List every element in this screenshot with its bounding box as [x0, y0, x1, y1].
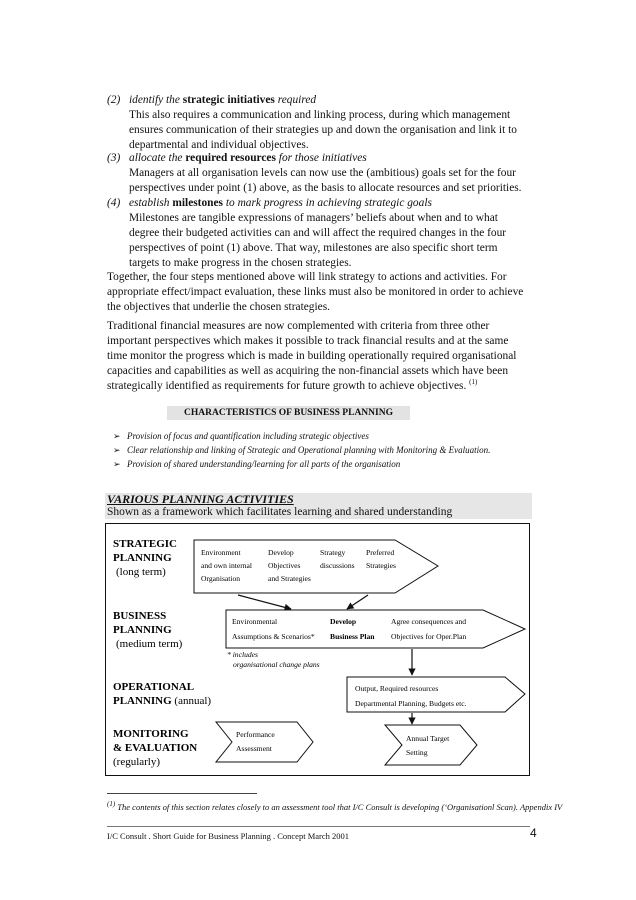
list-item: ➢ Clear relationship and linking of Strategic and Operational planning with Monitoring & Evaluation. — [113, 445, 491, 456]
svg-text:Objectives: Objectives — [268, 561, 301, 570]
svg-text:discussions: discussions — [320, 561, 355, 570]
svg-text:Performance: Performance — [236, 730, 275, 739]
footnote-divider — [107, 793, 257, 794]
step-body: Milestones are tangible expressions of managers’ beliefs about when and to what degree their budgeted activities can and will affect the required changes in the four perspectives of point (1) above. That way, milestones are also specific short term targets to make progress in the chosen strategies. — [129, 212, 507, 269]
svg-text:Agree consequences and: Agree consequences and — [391, 617, 467, 626]
list-item: ➢ Provision of shared understanding/learning for all parts of the organisation — [113, 459, 401, 470]
svg-text:Business Plan: Business Plan — [330, 632, 375, 641]
activities-subtitle: Shown as a framework which facilitates learning and shared understanding — [107, 506, 453, 518]
footnote: $^{(1)}$ The contents of this section relates closely to an assessment tool that I/C Consult is developing (‘Organisationl Scan). Appendix IV — [107, 800, 563, 812]
arrowhead-bullet-icon: ➢ — [113, 460, 121, 470]
business-process-box — [226, 610, 525, 648]
footer-divider — [107, 826, 530, 827]
svg-text:organisational change plans: organisational change plans — [233, 660, 320, 669]
list-item: ➢ Provision of focus and quantification including strategic objectives — [113, 431, 369, 442]
svg-text:& EVALUATION: & EVALUATION — [113, 742, 198, 754]
step-2: (2) identify the strategic initiatives required This also requires a communication and linking process, during which management ensures communication of their strategies up and down the organisation and link it to departmental and individual objectives. — [107, 93, 547, 153]
svg-text:OPERATIONAL: OPERATIONAL — [113, 681, 195, 693]
svg-text:and own internal: and own internal — [201, 561, 253, 570]
step-3: (3) allocate the required resources for those initiatives Managers at all organisation levels can now use the (ambitious) goals set for the four perspectives under point (1) above, as the basis to allocate resources and set priorities. — [107, 151, 547, 196]
activities-title: VARIOUS PLANNING ACTIVITIES — [107, 492, 294, 506]
step-body: This also requires a communication and linking process, during which management ensures communication of their strategies up and down the organisation and link it to departmental and individual objectives. — [129, 109, 517, 151]
svg-text:Environment: Environment — [201, 548, 241, 557]
step-body: Managers at all organisation levels can now use the (ambitious) goals set for the four perspectives under point (1) above, as the basis to allocate resources and set priorities. — [129, 167, 522, 194]
summary-paragraph: Together, the four steps mentioned above will link strategy to actions and activities. For appropriate effect/impact evaluation, these links must also be monitored in order to achieve the objectives that underlie the chosen strategies. — [107, 271, 524, 313]
svg-text:* includes: * includes — [227, 650, 259, 659]
svg-text:Annual Target: Annual Target — [406, 734, 450, 743]
svg-text:(long term): (long term) — [116, 566, 166, 578]
svg-text:Preferred: Preferred — [366, 548, 395, 557]
step-number: (2) — [107, 94, 121, 106]
arrowhead-bullet-icon: ➢ — [113, 446, 121, 456]
svg-text:Organisation: Organisation — [201, 574, 241, 583]
svg-text:and Strategies: and Strategies — [268, 574, 311, 583]
arrowhead-bullet-icon: ➢ — [113, 432, 121, 442]
svg-text:Develop: Develop — [268, 548, 294, 557]
svg-text:Strategies: Strategies — [366, 561, 396, 570]
characteristics-title: CHARACTERISTICS OF BUSINESS PLANNING — [167, 406, 410, 420]
svg-text:STRATEGIC: STRATEGIC — [113, 538, 177, 550]
svg-text:PLANNING: PLANNING — [113, 552, 172, 564]
svg-text:Setting: Setting — [406, 748, 428, 757]
page-number: 4 — [530, 826, 537, 840]
svg-text:Develop: Develop — [330, 617, 357, 626]
svg-text:Assessment: Assessment — [236, 744, 272, 753]
svg-text:Strategy: Strategy — [320, 548, 346, 557]
svg-text:Output, Required resources: Output, Required resources — [355, 684, 439, 693]
svg-text:PLANNING (annual): PLANNING (annual) — [113, 695, 212, 707]
svg-text:Departmental Planning, Budgets: Departmental Planning, Budgets etc. — [355, 699, 467, 708]
svg-text:Objectives for Oper.Plan: Objectives for Oper.Plan — [391, 632, 467, 641]
footnote-ref: (1) — [469, 378, 478, 387]
step-4: (4) establish milestones to mark progress in achieving strategic goals Milestones are tangible expressions of managers’ beliefs about when and to what degree their budgeted activities can and will affect the required changes in the four perspectives of point (1) above. That way, milestones are also specific short term targets to make progress in the chosen strategies. — [107, 196, 547, 271]
step-number: (4) — [107, 197, 121, 209]
svg-text:PLANNING: PLANNING — [113, 624, 172, 636]
footer-text: I/C Consult . Short Guide for Business Planning . Concept March 2001 — [107, 831, 350, 841]
svg-text:MONITORING: MONITORING — [113, 728, 189, 740]
characteristics-list — [113, 430, 553, 472]
step-number: (3) — [107, 152, 121, 164]
svg-text:Environmental: Environmental — [232, 617, 278, 626]
svg-text:(regularly): (regularly) — [113, 756, 161, 768]
svg-text:Assumptions & Scenarios*: Assumptions & Scenarios* — [232, 632, 315, 641]
financial-measures-paragraph: Traditional financial measures are now complemented with criteria from three other important perspectives which makes it possible to track financial results and at the same time monitor the progress which is made in building operationally required organisational capacities and capabilities as well as acquiring the non-financial assets which have been strategically identified as requirements for future growth to achieve objectives. $^{(1)}$ — [107, 320, 517, 392]
planning-framework-diagram — [105, 523, 530, 776]
svg-text:BUSINESS: BUSINESS — [113, 610, 167, 622]
svg-text:(medium term): (medium term) — [116, 638, 183, 650]
